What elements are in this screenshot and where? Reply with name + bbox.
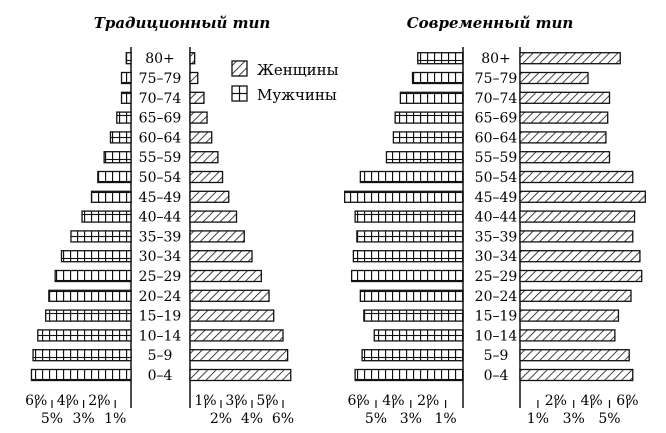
trad-male-bar <box>117 112 131 123</box>
trad-male-axis-tick-label: 4% <box>56 393 79 409</box>
modern-age-label: 15–19 <box>474 308 518 325</box>
modern-age-label: 5–9 <box>483 348 509 365</box>
modern-male-axis-tick-label: 1% <box>434 411 457 427</box>
trad-female-axis-tick-label: 3% <box>225 393 248 409</box>
trad-male-axis-tick-label: 5% <box>40 411 64 427</box>
modern-age-label: 30–34 <box>474 249 518 266</box>
modern-male-axis-tick-label: 4% <box>382 393 405 409</box>
modern-female-axis-tick-label: 1% <box>526 411 550 427</box>
modern-female-bar <box>520 73 588 84</box>
trad-female-bar <box>190 211 237 222</box>
trad-male-bar <box>31 370 131 381</box>
modern-male-bar <box>400 92 463 103</box>
modern-female-axis-tick-label: 4% <box>580 393 603 409</box>
modern-male-bar <box>362 350 463 361</box>
trad-male-bar <box>122 92 131 103</box>
trad-female-bar <box>190 251 252 262</box>
modern-female-bar <box>520 251 640 262</box>
modern-male-bar <box>393 132 463 143</box>
trad-female-bar <box>190 132 212 143</box>
trad-female-bar <box>190 290 269 301</box>
trad-female-axis-tick-label: 2% <box>209 411 233 427</box>
trad-female-bar <box>190 172 223 183</box>
trad-female-bar <box>190 152 218 163</box>
modern-female-bar <box>520 132 606 143</box>
modern-male-bar <box>418 53 463 64</box>
modern-male-axis-tick-label: 2% <box>417 393 440 409</box>
trad-female-bar <box>190 231 244 242</box>
trad-female-bar <box>190 310 274 321</box>
trad-female-bar <box>190 112 207 123</box>
modern-male-bar <box>395 112 463 123</box>
legend-female-label: Женщины <box>257 61 339 79</box>
modern-male-bar <box>355 370 463 381</box>
modern-male-bar <box>360 172 463 183</box>
trad-female-axis-tick-label: 5% <box>256 393 279 409</box>
modern-age-label: 65–69 <box>474 110 518 127</box>
trad-male-bar <box>92 191 132 202</box>
modern-male-bar <box>345 191 463 202</box>
trad-age-label: 5–9 <box>147 348 173 365</box>
modern-male-bar <box>352 271 463 282</box>
trad-female-axis-tick-label: 1% <box>194 393 217 409</box>
modern-male-axis-tick-label: 6% <box>347 393 370 409</box>
modern-female-bar <box>520 290 631 301</box>
modern-female-bar <box>520 330 615 341</box>
trad-age-label: 45–49 <box>138 189 182 206</box>
modern-age-label: 25–29 <box>474 269 518 285</box>
modern-male-axis-tick-label: 5% <box>364 411 388 427</box>
modern-female-bar <box>520 191 645 202</box>
modern-pyramid <box>345 47 646 427</box>
modern-female-bar <box>520 310 618 321</box>
modern-male-bar <box>357 231 463 242</box>
modern-female-axis-tick-label: 5% <box>598 411 621 427</box>
modern-age-label: 75–79 <box>474 71 518 87</box>
modern-female-bar <box>520 92 610 103</box>
modern-male-axis-tick-label: 3% <box>399 411 422 427</box>
modern-female-bar <box>520 211 635 222</box>
trad-female-axis-tick-label: 4% <box>240 411 264 427</box>
trad-female-bar <box>190 370 291 381</box>
trad-male-bar <box>126 53 131 64</box>
trad-age-label: 60–64 <box>138 130 182 147</box>
trad-age-label: 80+ <box>145 51 175 68</box>
trad-male-bar <box>82 211 131 222</box>
trad-age-label: 10–14 <box>138 328 182 345</box>
modern-age-label: 45–49 <box>474 189 518 206</box>
modern-male-bar <box>386 152 463 163</box>
modern-female-bar <box>520 53 620 64</box>
modern-female-bar <box>520 271 642 282</box>
trad-age-label: 25–29 <box>138 269 182 285</box>
trad-male-bar <box>33 350 131 361</box>
trad-male-axis-tick-label: 1% <box>104 411 127 427</box>
traditional-pyramid <box>25 47 294 427</box>
modern-female-bar <box>520 350 629 361</box>
trad-male-bar <box>46 310 131 321</box>
trad-age-label: 0–4 <box>147 368 173 384</box>
trad-female-bar <box>190 73 198 84</box>
trad-age-label: 70–74 <box>138 90 182 107</box>
modern-age-label: 40–44 <box>474 209 518 226</box>
trad-age-label: 35–39 <box>138 229 182 246</box>
legend <box>232 61 339 104</box>
modern-female-bar <box>520 231 633 242</box>
legend-male-label: Мужчины <box>257 86 337 104</box>
modern-male-bar <box>360 290 463 301</box>
trad-female-bar <box>190 92 204 103</box>
trad-age-label: 65–69 <box>138 110 182 127</box>
modern-male-bar <box>353 251 463 262</box>
trad-male-bar <box>98 172 131 183</box>
modern-age-label: 60–64 <box>474 130 518 147</box>
modern-female-axis-tick-label: 6% <box>616 393 639 409</box>
modern-male-bar <box>374 330 463 341</box>
trad-age-label: 75–79 <box>138 71 182 87</box>
trad-male-axis-tick-label: 3% <box>72 411 95 427</box>
trad-female-bar <box>190 271 261 282</box>
trad-male-axis-tick-label: 2% <box>88 393 111 409</box>
modern-female-bar <box>520 370 633 381</box>
trad-age-label: 30–34 <box>138 249 182 266</box>
trad-age-label: 50–54 <box>138 170 182 186</box>
modern-age-label: 20–24 <box>474 288 518 305</box>
trad-age-label: 15–19 <box>138 308 182 325</box>
legend-female-swatch <box>232 61 247 76</box>
right-chart-title: Современный тип <box>406 14 574 32</box>
trad-female-axis-tick-label: 6% <box>271 411 295 427</box>
trad-male-bar <box>122 73 131 84</box>
modern-female-bar <box>520 152 610 163</box>
modern-age-label: 70–74 <box>474 90 518 107</box>
modern-male-bar <box>355 211 463 222</box>
trad-male-bar <box>110 132 131 143</box>
trad-female-bar <box>190 330 283 341</box>
modern-female-bar <box>520 112 608 123</box>
trad-male-bar <box>61 251 131 262</box>
modern-female-axis-tick-label: 2% <box>544 393 567 409</box>
trad-male-bar <box>104 152 131 163</box>
modern-age-label: 10–14 <box>474 328 518 345</box>
trad-male-bar <box>49 290 131 301</box>
modern-female-bar <box>520 172 633 183</box>
left-chart-title: Традиционный тип <box>93 14 271 32</box>
trad-male-axis-tick-label: 6% <box>25 393 48 409</box>
modern-age-label: 0–4 <box>483 368 509 384</box>
trad-male-bar <box>71 231 131 242</box>
trad-age-label: 20–24 <box>138 288 182 305</box>
trad-female-bar <box>190 53 195 64</box>
trad-female-bar <box>190 350 288 361</box>
modern-male-bar <box>364 310 463 321</box>
modern-age-label: 35–39 <box>474 229 518 246</box>
modern-female-axis-tick-label: 3% <box>562 411 585 427</box>
modern-male-bar <box>413 73 463 84</box>
trad-age-label: 55–59 <box>138 150 182 167</box>
trad-age-label: 40–44 <box>138 209 182 226</box>
trad-male-bar <box>55 271 131 282</box>
trad-male-bar <box>38 330 131 341</box>
modern-age-label: 80+ <box>481 51 511 68</box>
trad-female-bar <box>190 191 229 202</box>
modern-age-label: 55–59 <box>474 150 518 167</box>
modern-age-label: 50–54 <box>474 170 518 186</box>
